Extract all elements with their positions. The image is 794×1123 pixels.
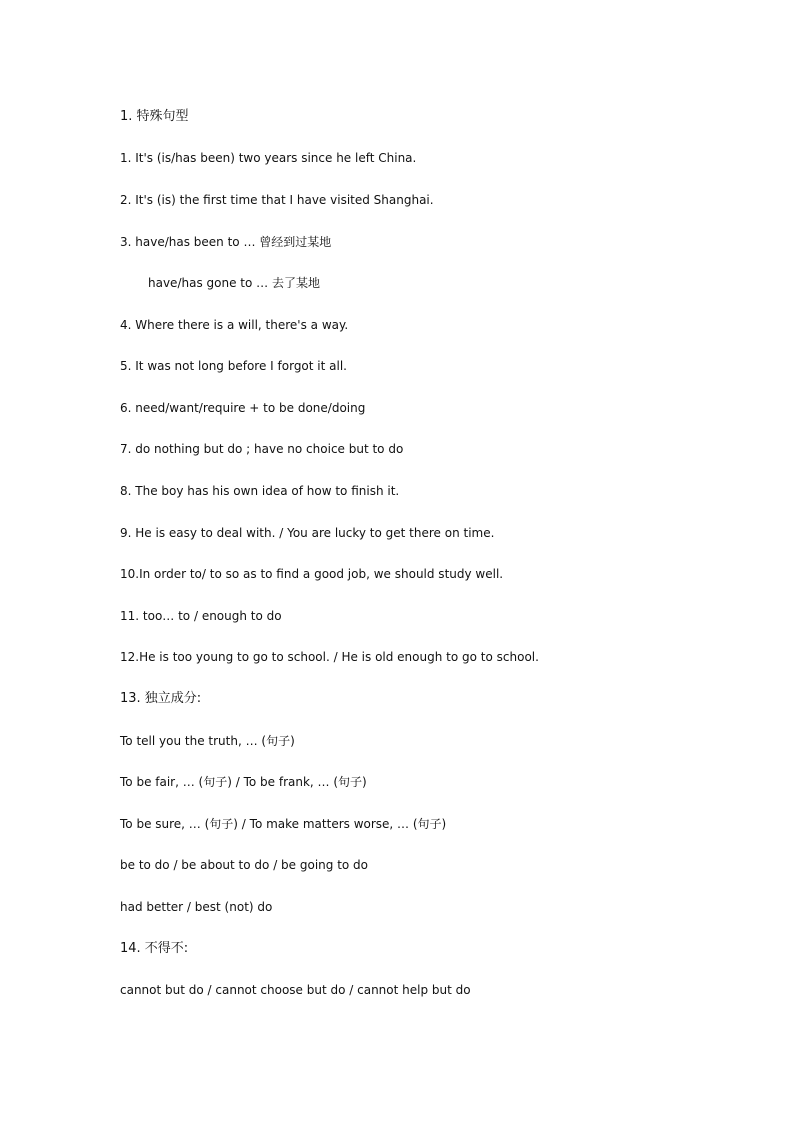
- pattern-line-7: 7. do nothing but do ; have no choice but to do: [120, 442, 404, 456]
- section-heading-independent-elements: 13. 独立成分:: [120, 691, 202, 706]
- section-heading-special-sentence-patterns: 1. 特殊句型: [120, 109, 189, 124]
- pattern-line-10: 10.In order to/ to so as to find a good job, we should study well.: [120, 567, 504, 581]
- phrase-line-6: cannot but do / cannot choose but do / cannot help but do: [120, 983, 471, 997]
- pattern-line-8: 8. The boy has his own idea of how to finish it.: [120, 484, 400, 498]
- pattern-line-5: 5. It was not long before I forgot it all.: [120, 359, 347, 373]
- pattern-line-3-sub: have/has gone to … 去了某地: [148, 276, 320, 290]
- phrase-line-2: To be fair, … (句子) / To be frank, … (句子): [120, 775, 367, 789]
- phrase-line-5: had better / best (not) do: [120, 900, 273, 914]
- pattern-line-11: 11. too… to / enough to do: [120, 609, 282, 623]
- phrase-line-3: To be sure, … (句子) / To make matters worse, … (句子): [120, 817, 447, 831]
- pattern-line-3: 3. have/has been to … 曾经到过某地: [120, 235, 332, 249]
- phrase-line-4: be to do / be about to do / be going to do: [120, 858, 369, 872]
- pattern-line-12: 12.He is too young to go to school. / He is old enough to go to school.: [120, 650, 539, 664]
- pattern-line-4: 4. Where there is a will, there's a way.: [120, 318, 349, 332]
- pattern-line-1: 1. It's (is/has been) two years since he left China.: [120, 151, 417, 165]
- pattern-line-2: 2. It's (is) the first time that I have visited Shanghai.: [120, 193, 434, 207]
- pattern-line-6: 6. need/want/require + to be done/doing: [120, 401, 366, 415]
- phrase-line-1: To tell you the truth, … (句子): [120, 734, 295, 748]
- pattern-line-9: 9. He is easy to deal with. / You are lucky to get there on time.: [120, 526, 495, 540]
- section-heading-have-to: 14. 不得不:: [120, 941, 189, 956]
